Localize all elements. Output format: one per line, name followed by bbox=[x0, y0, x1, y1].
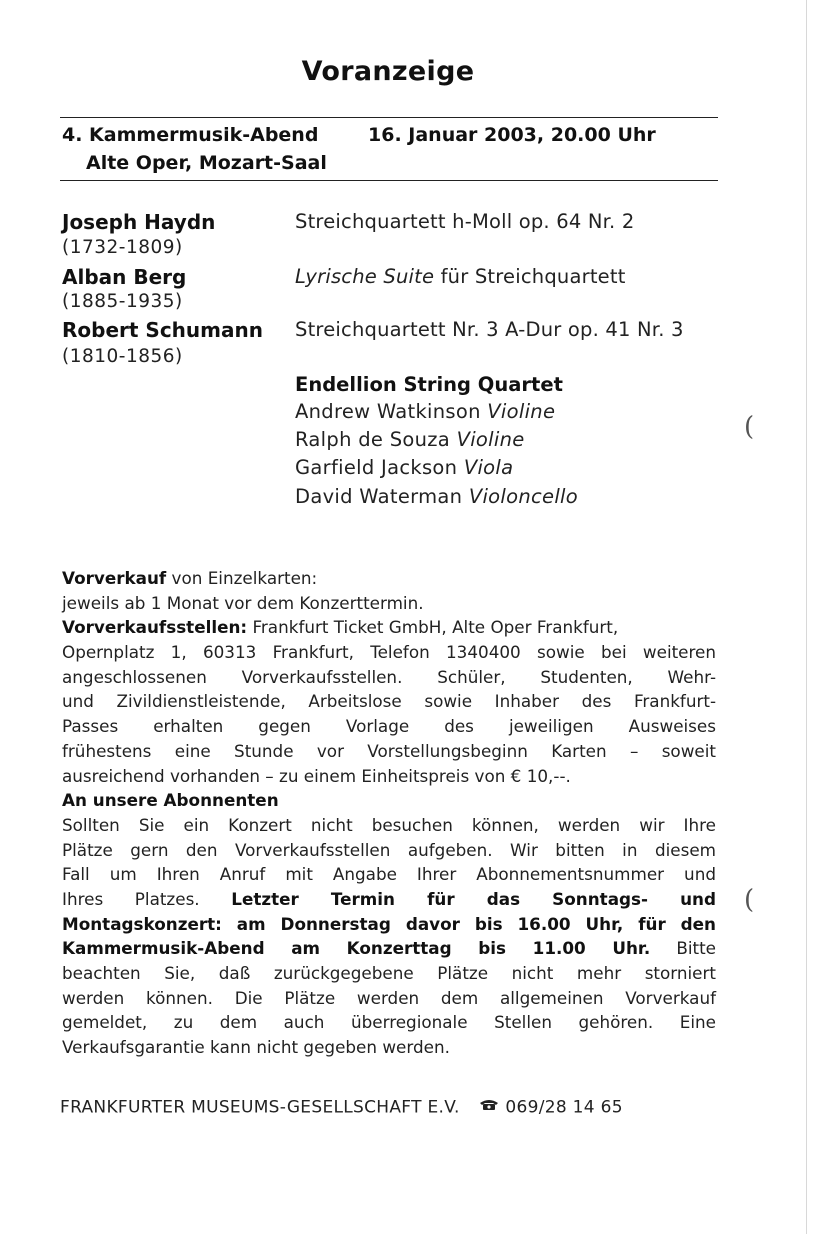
info-line: jeweils ab 1 Monat vor dem Konzerttermin. bbox=[62, 592, 424, 613]
deadline-text: Letzter Termin für das Sonntags- und bbox=[231, 888, 717, 909]
work-title: Streichquartett Nr. 3 A-Dur op. 41 Nr. 3 bbox=[295, 318, 684, 341]
info-line: Passes erhalten gegen Vorlage des jeweiligen Ausweises bbox=[62, 716, 716, 737]
scan-mark: ( bbox=[744, 412, 755, 442]
ensemble-name: Endellion String Quartet bbox=[295, 373, 563, 396]
vorverkaufsstellen-text: Frankfurt Ticket GmbH, Alte Oper Frankfurt, bbox=[247, 617, 619, 638]
info-line: gemeldet, zu dem auch überregionale Stellen gehören. Eine bbox=[62, 1012, 716, 1033]
composer-years: (1810-1856) bbox=[62, 346, 183, 367]
vorverkauf-label: Vorverkauf bbox=[62, 568, 167, 588]
info-line: Fall um Ihren Anruf mit Angabe Ihrer Abonnementsnummer und bbox=[62, 864, 716, 885]
work-title bbox=[295, 265, 626, 288]
footer bbox=[60, 1096, 623, 1119]
info-line: Sollten Sie ein Konzert nicht besuchen können, werden wir Ihre bbox=[62, 814, 716, 835]
ticket-info bbox=[62, 566, 716, 1060]
member-name: Andrew Watkinson bbox=[295, 400, 481, 423]
organization-name: FRANKFURTER MUSEUMS-GESELLSCHAFT E.V. bbox=[60, 1097, 460, 1118]
member-name: Ralph de Souza bbox=[295, 428, 451, 451]
member-instrument: Violine bbox=[487, 400, 556, 423]
info-line bbox=[62, 887, 716, 912]
info-text: Ihres Platzes. bbox=[62, 888, 200, 909]
deadline-text: Kammermusik-Abend am Konzerttag bis 11.00 Uhr. bbox=[62, 938, 651, 959]
vorverkauf-text: von Einzelkarten: bbox=[166, 568, 318, 588]
composer-years: (1885-1935) bbox=[62, 291, 183, 312]
vorverkaufsstellen-label: Vorverkaufsstellen: bbox=[62, 617, 248, 638]
event-name: 4. Kammermusik-Abend bbox=[62, 124, 319, 146]
work-title: Streichquartett h-Moll op. 64 Nr. 2 bbox=[295, 210, 635, 233]
deadline-line: Montagskonzert: am Donnerstag davor bis 16.00 Uhr, für den bbox=[62, 913, 716, 934]
member-instrument: Viola bbox=[463, 456, 514, 479]
scan-mark: ( bbox=[744, 885, 755, 915]
event-venue: Alte Oper, Mozart-Saal bbox=[86, 152, 327, 174]
telephone-icon bbox=[479, 1096, 499, 1116]
info-line: frühestens eine Stunde vor Vorstellungsbeginn Karten – soweit bbox=[62, 740, 716, 761]
page-edge bbox=[806, 0, 807, 1234]
ensemble-member bbox=[295, 428, 525, 451]
ensemble-member bbox=[295, 485, 578, 508]
info-line bbox=[62, 615, 716, 640]
ensemble-member bbox=[295, 400, 555, 423]
info-text: Bitte bbox=[676, 938, 716, 959]
member-instrument: Violine bbox=[456, 428, 525, 451]
composer-haydn: Joseph Haydn bbox=[62, 210, 216, 234]
abonnenten-heading: An unsere Abonnenten bbox=[62, 790, 279, 811]
member-name: David Waterman bbox=[295, 485, 463, 508]
info-line bbox=[62, 566, 716, 591]
info-line: und Zivildienstleistende, Arbeitslose sowie Inhaber des Frankfurt- bbox=[62, 691, 716, 712]
event-date: 16. Januar 2003, 20.00 Uhr bbox=[368, 124, 656, 146]
info-line: beachten Sie, daß zurückgegebene Plätze nicht mehr storniert bbox=[62, 963, 716, 983]
info-line: angeschlossenen Vorverkaufsstellen. Schüler, Studenten, Wehr- bbox=[62, 666, 716, 687]
info-line: Plätze gern den Vorverkaufsstellen aufgeben. Wir bitten in diesem bbox=[62, 839, 716, 860]
page-title: Voranzeige bbox=[301, 56, 475, 87]
divider-top bbox=[60, 117, 718, 118]
info-line: Verkaufsgarantie kann nicht gegeben werden. bbox=[62, 1037, 450, 1058]
work-title-italic: Lyrische Suite bbox=[295, 265, 435, 288]
composer-berg: Alban Berg bbox=[62, 265, 187, 289]
member-instrument: Violoncello bbox=[468, 485, 578, 508]
info-line: Opernplatz 1, 60313 Frankfurt, Telefon 1340400 sowie bei weiteren bbox=[62, 642, 716, 663]
composer-years: (1732-1809) bbox=[62, 237, 183, 258]
info-line bbox=[62, 936, 716, 961]
info-line: ausreichend vorhanden – zu einem Einheitspreis von € 10,--. bbox=[62, 765, 571, 786]
info-line: werden können. Die Plätze werden dem allgemeinen Vorverkauf bbox=[62, 987, 716, 1008]
divider-bottom bbox=[60, 180, 718, 181]
phone-number: 069/28 14 65 bbox=[505, 1097, 623, 1118]
work-title-rest: für Streichquartett bbox=[434, 265, 626, 288]
ensemble-member bbox=[295, 456, 513, 479]
composer-schumann: Robert Schumann bbox=[62, 318, 263, 342]
member-name: Garfield Jackson bbox=[295, 456, 458, 479]
